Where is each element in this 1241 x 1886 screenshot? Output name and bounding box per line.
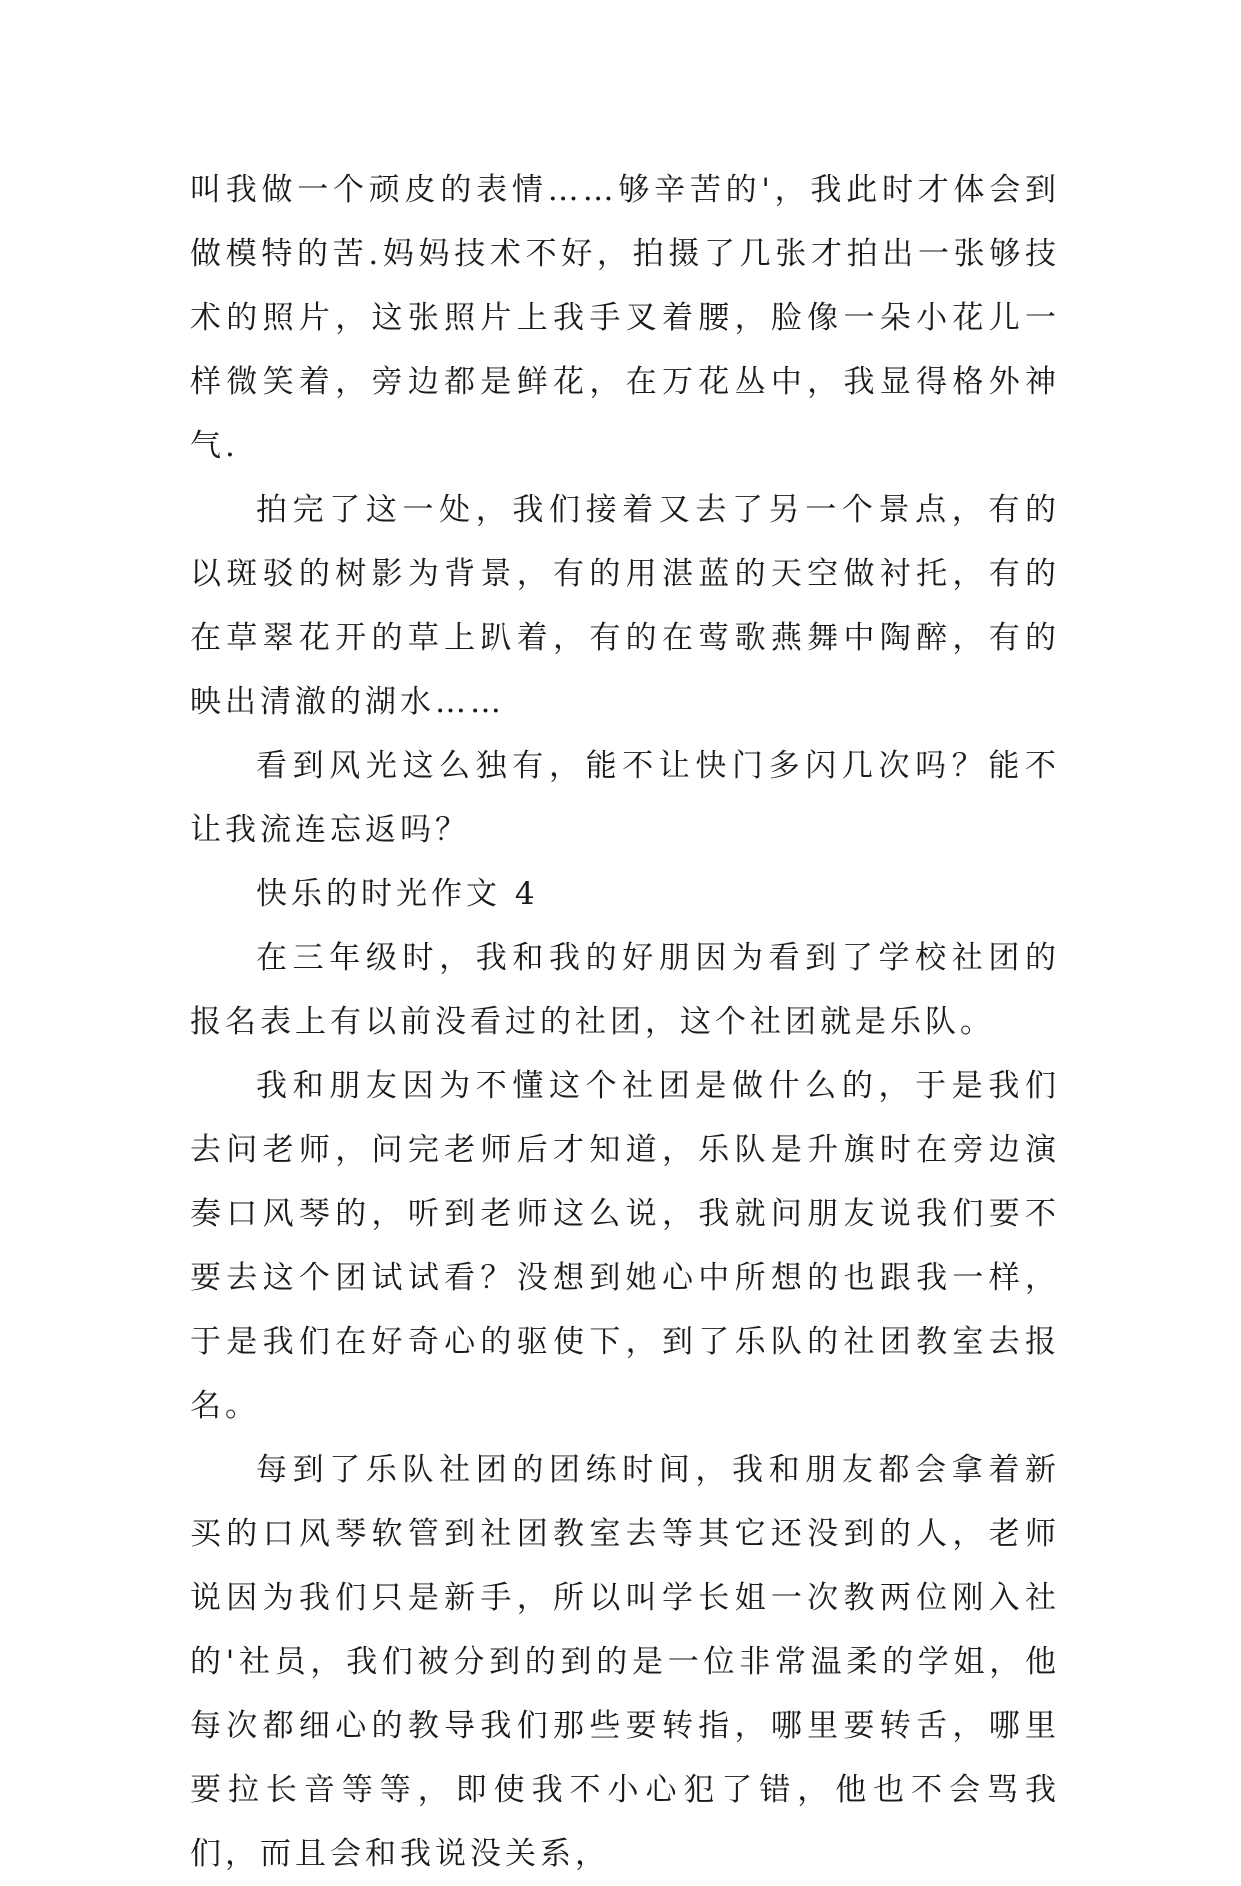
paragraph-1: 叫我做一个顽皮的表情……够辛苦的'，我此时才体会到做模特的苦.妈妈技术不好，拍摄了几张才拍出一张够技术的照片，这张照片上我手叉着腰，脸像一朵小花儿一样微笑着，旁边都是鲜花，在万花丛中，我显得格外神气. (190, 172, 1060, 464)
paragraph-3: 看到风光这么独有，能不让快门多闪几次吗？能不让我流连忘返吗？ (190, 748, 1060, 848)
paragraph-5: 我和朋友因为不懂这个社团是做什么的，于是我们去问老师，问完老师后才知道，乐队是升旗时在旁边演奏口风琴的，听到老师这么说，我就问朋友说我们要不要去这个团试试看？没想到她心中所想的也跟我一样，于是我们在好奇心的驱使下，到了乐队的社团教室去报名。 (190, 1068, 1060, 1424)
paragraph-6: 每到了乐队社团的团练时间，我和朋友都会拿着新买的口风琴软管到社团教室去等其它还没到的人，老师说因为我们只是新手，所以叫学长姐一次教两位刚入社的'社员，我们被分到的到的是一位非常温柔的学姐，他每次都细心的教导我们那些要转指，哪里要转舌，哪里要拉长音等等，即使我不小心犯了错，他也不会骂我们，而且会和我说没关系， (190, 1452, 1060, 1872)
paragraph-2: 拍完了这一处，我们接着又去了另一个景点，有的以斑驳的树影为背景，有的用湛蓝的天空做衬托，有的在草翠花开的草上趴着，有的在莺歌燕舞中陶醉，有的映出清澈的湖水…… (190, 492, 1060, 720)
section-heading: 快乐的时光作文 4 (256, 876, 539, 912)
document-page (190, 158, 1060, 1886)
paragraph-4: 在三年级时，我和我的好朋因为看到了学校社团的报名表上有以前没看过的社团，这个社团就是乐队。 (190, 940, 1060, 1040)
